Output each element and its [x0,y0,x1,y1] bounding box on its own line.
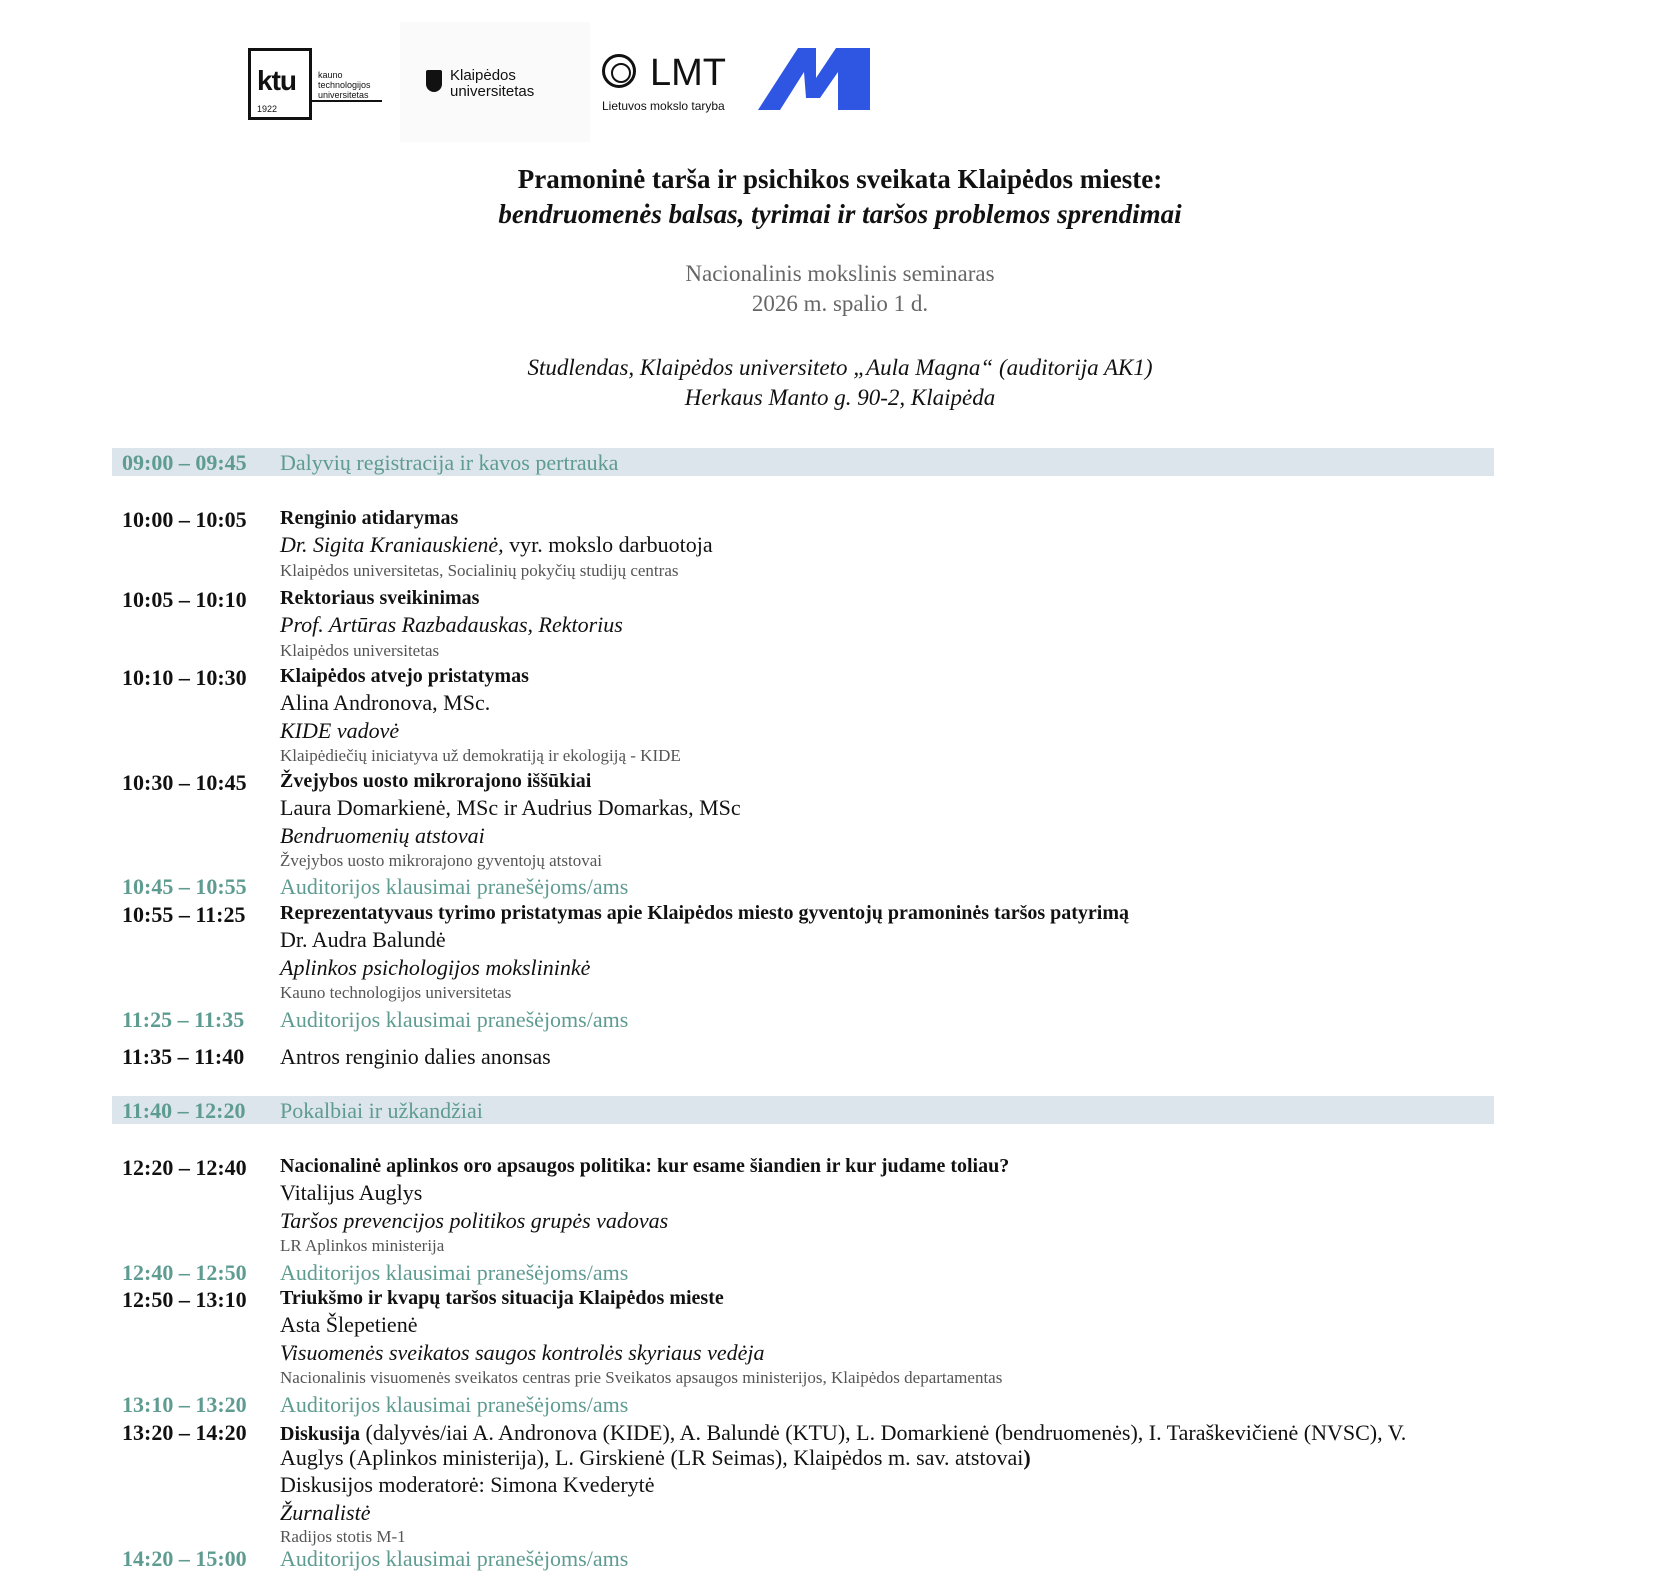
agenda-title: Diskusija [280,1423,361,1445]
agenda-role: Taršos prevencijos politikos grupės vadovas [280,1208,669,1233]
agenda-title: Rektoriaus sveikinimas [280,587,480,609]
agenda-discussion-cont [280,1445,1031,1471]
agenda-time: 12:50 – 13:10 [122,1287,247,1312]
agenda-title: Auditorijos klausimai pranešėjoms/ams [280,1392,629,1417]
event-type: Nacionalinis mokslinis seminaras [685,261,995,286]
agenda-title: Auditorijos klausimai pranešėjoms/ams [280,1007,629,1032]
ktu-logo [248,48,312,120]
agenda-org: Radijos stotis M-1 [280,1527,406,1546]
event-address: Herkaus Manto g. 90-2, Klaipėda [684,385,996,410]
ktu-name-line: kauno [318,70,343,80]
ktu-name-line: technologijos [318,80,371,90]
agenda-org: Žvejybos uosto mikrorajono gyventojų atstovai [280,851,603,870]
agenda-time: 10:45 – 10:55 [122,874,247,899]
agenda-time: 14:20 – 15:00 [122,1546,247,1571]
ktu-logo-mark: ktu [257,65,296,96]
ktu-logo-year: 1922 [257,104,278,114]
ktu-name-line: universitetas [318,90,369,100]
agenda-speaker: Asta Šlepetienė [280,1312,418,1337]
page-subtitle: bendruomenės balsas, tyrimai ir taršos problemos sprendimai [498,199,1182,229]
agenda-time: 10:10 – 10:30 [122,665,247,690]
agenda-speaker: Laura Domarkienė, MSc ir Audrius Domarkas, MSc [280,795,741,820]
agenda-title: Žvejybos uosto mikrorajono iššūkiai [280,770,592,792]
agenda-speaker: Vitalijus Auglys [280,1180,423,1205]
agenda-title: Reprezentatyvaus tyrimo pristatymas apie Klaipėdos miesto gyventojų pramoninės taršos patyrimą [280,902,1130,924]
agenda-role: KIDE vadovė [280,718,400,743]
agenda-time: 12:20 – 12:40 [122,1155,247,1180]
agenda-role: Žurnalistė [280,1500,371,1525]
agenda-time: 12:40 – 12:50 [122,1260,247,1285]
agenda-role: Prof. Artūras Razbadauskas, Rektorius [280,612,623,637]
agenda-time: 10:05 – 10:10 [122,587,247,612]
agenda-speaker [280,532,713,558]
agenda-time: 13:20 – 14:20 [122,1420,247,1445]
ku-name-line: Klaipėdos [450,67,516,84]
agenda-title: Antros renginio dalies anonsas [280,1044,551,1069]
agenda-org: Nacionalinis visuomenės sveikatos centras prie Sveikatos apsaugos ministerijos, Klaipėdos departamentas [280,1368,1003,1387]
ktu-logo-divider [312,100,382,102]
lmt-logo-sub: Lietuvos mokslo taryba [602,99,725,113]
m1-logo-icon [758,48,870,110]
agenda-title: Klaipėdos atvejo pristatymas [280,665,529,687]
agenda-time: 10:00 – 10:05 [122,507,247,532]
agenda-title: Auditorijos klausimai pranešėjoms/ams [280,1260,629,1285]
agenda-title: Auditorijos klausimai pranešėjoms/ams [280,874,629,899]
ku-logo-name [450,68,534,100]
agenda-title: Renginio atidarymas [280,507,459,529]
agenda-time: 11:40 – 12:20 [122,1098,246,1123]
agenda-speaker: Alina Andronova, MSc. [280,690,491,715]
ku-logo [400,22,590,142]
lmt-logo-mark: LMT [650,52,726,94]
agenda-org: Klaipėdiečių iniciatyva už demokratiją ir ekologiją - KIDE [280,746,681,765]
agenda-discussion [280,1420,1406,1446]
agenda-org: Kauno technologijos universitetas [280,983,512,1002]
agenda-title: Auditorijos klausimai pranešėjoms/ams [280,1546,629,1571]
page-title: Pramoninė tarša ir psichikos sveikata Klaipėdos mieste: [517,164,1163,194]
lmt-rose-icon [602,54,636,88]
agenda-title: Dalyvių registracija ir kavos pertrauka [280,450,619,475]
agenda-time: 11:25 – 11:35 [122,1007,245,1032]
agenda-time: 10:55 – 11:25 [122,902,246,927]
agenda-time: 10:30 – 10:45 [122,770,247,795]
agenda-time: 13:10 – 13:20 [122,1392,247,1417]
event-date: 2026 m. spalio 1 d. [751,291,929,316]
discussion-desc: Auglys (Aplinkos ministerija), L. Girskienė (LR Seimas), Klaipėdos m. sav. atstovai [280,1445,1024,1470]
agenda-title: Triukšmo ir kvapų taršos situacija Klaipėdos mieste [280,1287,724,1309]
agenda-time: 09:00 – 09:45 [122,450,247,475]
agenda-role: Bendruomenių atstovai [280,823,485,848]
agenda-org: LR Aplinkos ministerija [280,1236,445,1255]
ku-shield-icon [426,70,442,92]
agenda-org: Klaipėdos universitetas [280,641,440,660]
agenda-role: Visuomenės sveikatos saugos kontrolės skyriaus vedėja [280,1340,765,1365]
event-venue: Studlendas, Klaipėdos universiteto „Aula Magna“ (auditorija AK1) [527,355,1153,380]
ktu-logo-name [318,70,371,100]
ku-name-line: universitetas [450,83,535,100]
agenda-speaker: Dr. Audra Balundė [280,927,446,952]
discussion-desc: (dalyvės/iai A. Andronova (KIDE), A. Balundė (KTU), L. Domarkienė (bendruomenės), I. Taraškevičienė (NVSC), V. [360,1420,1407,1445]
agenda-org: Klaipėdos universitetas, Socialinių pokyčių studijų centras [280,561,679,580]
agenda-time: 11:35 – 11:40 [122,1044,245,1069]
speaker-name: Dr. Sigita Kraniauskienė, [280,532,504,557]
logo-bar [0,0,1680,160]
agenda-role: Aplinkos psichologijos mokslininkė [280,955,591,980]
speaker-role: vyr. mokslo darbuotoja [503,532,713,557]
agenda-speaker: Diskusijos moderatorė: Simona Kvederytė [280,1472,655,1497]
agenda-title: Nacionalinė aplinkos oro apsaugos politika: kur esame šiandien ir kur judame toliau? [280,1155,1010,1177]
discussion-close: ) [1023,1445,1031,1470]
agenda-title: Pokalbiai ir užkandžiai [280,1098,483,1123]
